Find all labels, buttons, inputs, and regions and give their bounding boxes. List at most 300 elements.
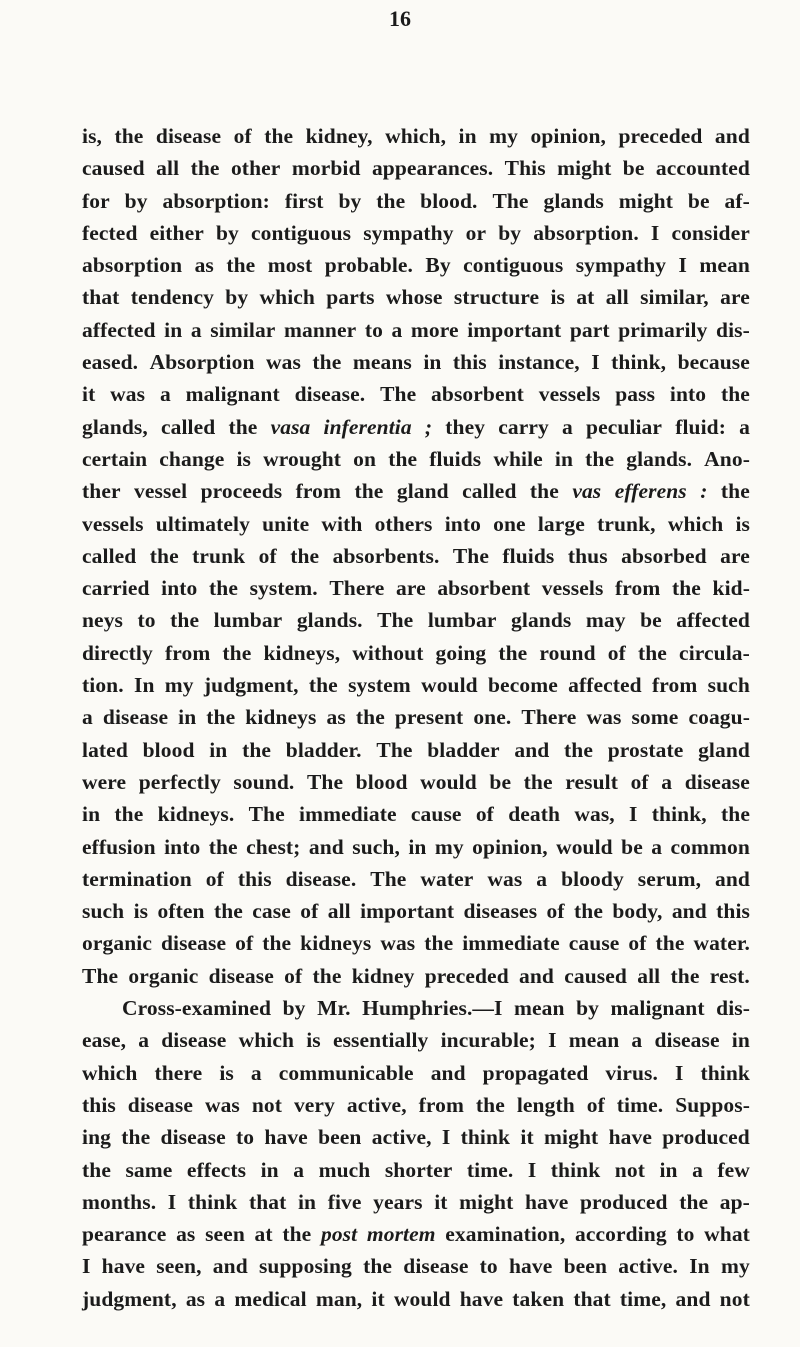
word: seen (205, 1222, 245, 1247)
word: the (242, 737, 272, 762)
word: the (262, 931, 292, 956)
word: was (266, 350, 301, 375)
text-line (82, 766, 750, 798)
word: is (219, 1060, 234, 1085)
word: kidney (351, 963, 415, 988)
word: to (479, 1254, 498, 1279)
word: rest. (709, 963, 750, 988)
word: on (353, 446, 377, 471)
word: judgment, (203, 673, 299, 698)
text-line (82, 895, 750, 927)
word: preceded (424, 963, 509, 988)
word: disease (403, 1254, 469, 1279)
word: are (395, 576, 426, 601)
word: fluids (429, 446, 482, 471)
word: and (514, 737, 550, 762)
word: and (715, 866, 750, 891)
word: one. (473, 705, 512, 730)
word: think (460, 1125, 511, 1150)
word: that (573, 1286, 611, 1311)
word: lumbar (427, 608, 497, 633)
word: the (574, 899, 603, 924)
word: more (410, 317, 459, 342)
word: the (264, 124, 294, 148)
word: The (380, 382, 417, 407)
word: would (421, 673, 478, 698)
word: The (377, 608, 414, 633)
word: round (539, 640, 596, 665)
italic-word: vasa (270, 414, 311, 439)
word: There (521, 705, 577, 730)
word: very (293, 1092, 335, 1117)
word: some (631, 705, 679, 730)
word: at (254, 1222, 273, 1247)
word: probable. (324, 253, 414, 278)
word: case (252, 899, 291, 924)
word: similar (210, 317, 276, 342)
italic-word: efferens (614, 479, 687, 504)
text-line (82, 475, 750, 507)
word: this (82, 1092, 116, 1117)
word: a (293, 1157, 305, 1182)
word: in (178, 705, 197, 730)
word: a (562, 414, 573, 439)
word: the (149, 543, 179, 568)
word: chest; (246, 834, 301, 859)
word: which (667, 511, 724, 536)
word: of (205, 866, 224, 891)
word: the (114, 124, 144, 148)
word: shorter (384, 1157, 453, 1182)
word: absorbent (437, 576, 531, 601)
word: I (441, 1125, 451, 1150)
italic-word: post (320, 1222, 358, 1247)
word: the (363, 1254, 393, 1279)
word: disease (160, 931, 227, 956)
word: unite (262, 511, 310, 536)
word: and (519, 963, 554, 988)
word: of (630, 769, 649, 794)
word: accounted (655, 156, 750, 181)
word: disease (155, 124, 222, 148)
word: the (637, 640, 667, 665)
italic-word: inferentia (323, 414, 412, 439)
word: kidney, (305, 124, 373, 148)
word: prostate (607, 737, 684, 762)
word: all (605, 285, 629, 310)
word: death (508, 802, 561, 827)
word: caused (82, 156, 145, 181)
word: active, (371, 1125, 432, 1150)
word: absorption: (162, 188, 270, 213)
word: morbid (291, 156, 361, 181)
word: be (640, 608, 662, 633)
word: There (329, 576, 385, 601)
word: years (373, 1189, 423, 1214)
word: would (393, 1286, 451, 1311)
word: the (228, 414, 258, 439)
word: the (312, 963, 342, 988)
word: of (284, 963, 303, 988)
word: vessel (134, 479, 188, 504)
word: mean (699, 253, 750, 278)
word: absorbent (431, 382, 524, 407)
word: of (628, 931, 647, 956)
word: such (707, 673, 750, 698)
word: time. (466, 1157, 514, 1182)
word: medical (234, 1286, 307, 1311)
word: a (631, 1028, 643, 1053)
text-line (82, 1024, 750, 1056)
word: propagated (482, 1060, 589, 1085)
word: such, (352, 834, 400, 859)
word: this (452, 350, 487, 375)
text-line (82, 604, 750, 636)
word: the (655, 931, 685, 956)
word: a (536, 866, 548, 891)
word: not (614, 1157, 645, 1182)
text-line (82, 669, 750, 701)
word: parts (326, 285, 375, 310)
word: ultimately (155, 511, 250, 536)
word: the (121, 1125, 151, 1150)
italic-word: ; (424, 414, 433, 439)
word: affected (676, 608, 750, 633)
word: organic (128, 963, 199, 988)
word: I (548, 1028, 557, 1053)
word: disease (208, 963, 274, 988)
word: result (565, 769, 618, 794)
word: sympathy (363, 220, 454, 245)
word: others (374, 511, 433, 536)
word: few (717, 1157, 750, 1182)
word: examination, (445, 1222, 566, 1247)
word: primarily (618, 317, 708, 342)
word: in (164, 317, 183, 342)
word: be (621, 834, 643, 859)
word: which (82, 1060, 138, 1085)
word: affected (82, 317, 156, 342)
word: a (692, 1157, 703, 1182)
word: and (308, 834, 344, 859)
word: This (504, 156, 546, 181)
word: all (156, 156, 180, 181)
word: pass (615, 382, 656, 407)
word: eased. (82, 350, 139, 375)
word: water (420, 866, 474, 891)
word: produced (662, 1125, 750, 1150)
word: into (164, 834, 201, 859)
word: in (408, 834, 427, 859)
word: effusion (82, 834, 156, 859)
word: glands (543, 188, 604, 213)
word: Cross-examined (122, 996, 272, 1021)
word: thus (567, 543, 608, 568)
word: months. (82, 1189, 157, 1214)
word: all (327, 899, 351, 924)
word: without (352, 640, 424, 665)
word: and (212, 1254, 248, 1279)
word: of (300, 899, 319, 924)
word: is (306, 1028, 321, 1053)
word: that (82, 285, 120, 310)
word: of (607, 640, 626, 665)
word: proceeds (200, 479, 283, 504)
word: or (465, 220, 487, 245)
word: Absorption (149, 350, 255, 375)
text-line (82, 1186, 750, 1218)
text-line (82, 411, 750, 443)
word: I (678, 253, 687, 278)
word: from (615, 576, 661, 601)
text-line (82, 831, 750, 863)
text-line (82, 346, 750, 378)
word: in (423, 350, 442, 375)
word: kidneys (300, 931, 372, 956)
word: and (671, 899, 707, 924)
word: a (190, 317, 202, 342)
word: blood (355, 769, 408, 794)
word: a (82, 705, 93, 730)
word: which (238, 1028, 295, 1053)
word: lumbar (213, 608, 283, 633)
word: I (82, 1254, 91, 1279)
word: this (716, 899, 750, 924)
word: at (576, 285, 595, 310)
italic-word: : (700, 479, 708, 504)
italic-word: vas (572, 479, 602, 504)
word: my (720, 1254, 750, 1279)
word: was (487, 866, 523, 891)
word: the (529, 479, 559, 504)
word: of (235, 931, 254, 956)
word: blood. (420, 188, 478, 213)
word: was, (574, 802, 615, 827)
word: of (546, 899, 565, 924)
word: vessels (541, 576, 604, 601)
word: instance, (498, 350, 580, 375)
word: immediate (462, 931, 560, 956)
word: either (149, 220, 204, 245)
word: by (124, 188, 148, 213)
word: The (248, 802, 285, 827)
word: affected (568, 673, 642, 698)
word: In (133, 673, 155, 698)
word: by (215, 220, 239, 245)
word: called (82, 543, 137, 568)
word: a (214, 1286, 226, 1311)
word: opinion, (530, 124, 606, 148)
word: the (721, 802, 750, 827)
word: my (434, 834, 464, 859)
word: the (170, 608, 200, 633)
word: a (651, 834, 663, 859)
word: as (194, 253, 214, 278)
word: disease (160, 1125, 226, 1150)
word: the (206, 705, 236, 730)
word: incurable; (440, 1028, 536, 1053)
word: is, (82, 124, 103, 148)
text-line (82, 637, 750, 669)
word: disease (161, 1028, 227, 1053)
word: been (563, 1254, 608, 1279)
word: most (267, 253, 313, 278)
word: five (327, 1189, 362, 1214)
word: kid- (712, 576, 750, 601)
word: they (445, 414, 486, 439)
word: similar, (640, 285, 709, 310)
word: the (312, 350, 342, 375)
word: time, (619, 1286, 667, 1311)
word: often (157, 899, 205, 924)
word: was (110, 382, 146, 407)
word: time. (616, 1092, 664, 1117)
word: a (138, 1028, 150, 1053)
word: organic (82, 931, 152, 956)
word: disease (684, 769, 750, 794)
word: glands. (296, 608, 363, 633)
word: dis- (716, 317, 750, 342)
word: disease. (294, 382, 366, 407)
word: gland (396, 479, 449, 504)
text-line (82, 701, 750, 733)
word: first (284, 188, 324, 213)
word: judgment, (82, 1286, 177, 1311)
word: The (452, 543, 489, 568)
word: appearances. (371, 156, 494, 181)
word: active, (346, 1092, 407, 1117)
word: have (509, 1254, 553, 1279)
word: disease. (285, 866, 357, 891)
word: system (348, 673, 411, 698)
word: from (418, 1092, 464, 1117)
word: the (720, 479, 750, 504)
word: the (208, 834, 238, 859)
word: the (308, 673, 338, 698)
word: all (637, 963, 661, 988)
word: much (318, 1157, 371, 1182)
word: be (489, 769, 512, 794)
word: to (137, 608, 156, 633)
word: I (629, 802, 638, 827)
word: body, (612, 899, 663, 924)
word: whose (385, 285, 443, 310)
word: the (585, 446, 615, 471)
text-line (82, 1154, 750, 1186)
word: what (704, 1222, 750, 1247)
word: kidneys (245, 705, 317, 730)
word: I (650, 220, 660, 245)
word: ing (82, 1125, 111, 1150)
word: disease (654, 1028, 720, 1053)
word: this (237, 866, 272, 891)
word: malignant (185, 382, 280, 407)
word: think (550, 1157, 601, 1182)
word: from (652, 673, 698, 698)
word: same (125, 1157, 173, 1182)
word: the (282, 1222, 312, 1247)
word: the (190, 156, 220, 181)
word: such (82, 899, 125, 924)
word: coagu- (688, 705, 750, 730)
word: peculiar (586, 414, 663, 439)
word: were (82, 769, 127, 794)
word: my (164, 673, 194, 698)
word: vessels (538, 382, 601, 407)
word: virus. (605, 1060, 658, 1085)
word: directly (82, 640, 153, 665)
word: by (338, 188, 362, 213)
word: into (669, 382, 707, 407)
text-line (82, 152, 750, 184)
text-line (82, 1283, 750, 1315)
word: circula- (679, 640, 750, 665)
word: glands, (82, 414, 148, 439)
text-line (82, 540, 750, 572)
word: supposing (258, 1254, 352, 1279)
word: think (187, 1189, 238, 1214)
word: means (352, 350, 412, 375)
word: not (719, 1286, 750, 1311)
word: structure (453, 285, 540, 310)
word: it (434, 1189, 448, 1214)
word: called (160, 414, 216, 439)
word: opinion, (472, 834, 548, 859)
page-number: 16 (389, 6, 411, 31)
word: contiguous (250, 220, 352, 245)
word: contiguous (463, 253, 564, 278)
word: have (459, 1286, 504, 1311)
word: absorbed (621, 543, 707, 568)
word: change (159, 446, 225, 471)
word: of (475, 802, 494, 827)
word: pearance (82, 1222, 167, 1247)
word: into (161, 576, 198, 601)
word: to (676, 1222, 695, 1247)
word: wrought (263, 446, 342, 471)
word: diseases (463, 899, 538, 924)
text-line (82, 314, 750, 346)
word: The (370, 866, 407, 891)
word: in (82, 802, 101, 827)
word: bloody (561, 866, 624, 891)
word: I (674, 1060, 684, 1085)
word: cause (410, 802, 462, 827)
word: in (297, 1189, 317, 1214)
text-line (82, 992, 750, 1024)
word: ap- (719, 1189, 750, 1214)
word: manner (284, 317, 357, 342)
word: from (295, 479, 342, 504)
text-line (82, 120, 750, 152)
word: consider (671, 220, 750, 245)
word: active. (618, 1254, 679, 1279)
word: Mr. (317, 996, 351, 1021)
text-line (82, 1057, 750, 1089)
word: from (164, 640, 211, 665)
word: malignant (610, 996, 705, 1021)
word: Humphries.—I (362, 996, 503, 1021)
word: trunk (192, 543, 246, 568)
text-line (82, 734, 750, 766)
word: certain (82, 446, 148, 471)
word: vessels (82, 511, 144, 536)
text-line (82, 249, 750, 281)
word: by (498, 220, 522, 245)
word: effects (186, 1157, 247, 1182)
word: the (475, 1092, 505, 1117)
word: is (236, 446, 252, 471)
